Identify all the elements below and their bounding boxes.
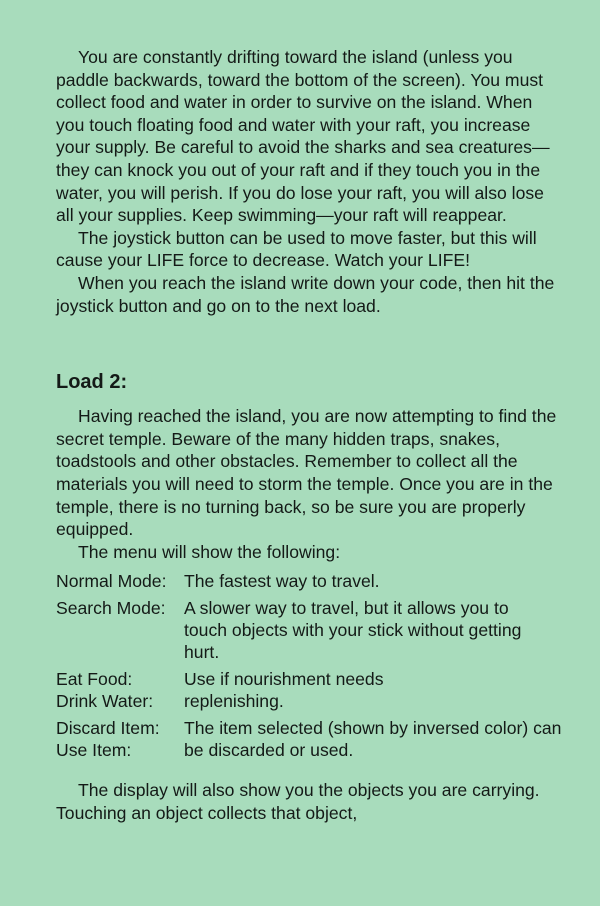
load-2-paragraph-3: The display will also show you the objects you are carrying. Touching an object collects that object, bbox=[56, 780, 540, 823]
normal-mode-label: Normal Mode: bbox=[56, 571, 167, 592]
load-2-heading: Load 2: bbox=[56, 371, 128, 394]
load-2-paragraph-1: Having reached the island, you are now attempting to find the secret temple. Beware of the many hidden traps, snakes, toadstools and other obstacles. Remember to collect all the materials you will need to storm the temple. Once you are in the temple, there is no turning back, so be sure you are properly equipped. bbox=[56, 406, 557, 540]
items-description: The item selected (shown by inversed color) can be discarded or used. bbox=[184, 718, 562, 761]
drink-water-label: Drink Water: bbox=[56, 691, 154, 712]
load-2-paragraph-2: The menu will show the following: bbox=[78, 541, 341, 562]
menu-options-list bbox=[56, 570, 566, 761]
intro-paragraph-2: The joystick button can be used to move faster, but this will cause your LIFE force to decrease. Watch your LIFE! bbox=[56, 227, 537, 271]
eat-food-label: Eat Food: bbox=[56, 669, 133, 690]
menu-row-food-water bbox=[56, 668, 566, 712]
search-mode-description: A slower way to travel, but it allows you to touch objects with your stick without getting hurt. bbox=[184, 598, 522, 663]
use-item-label: Use Item: bbox=[56, 740, 132, 761]
menu-row-items bbox=[56, 717, 566, 761]
normal-mode-description: The fastest way to travel. bbox=[184, 571, 380, 592]
menu-row-normal-mode bbox=[56, 570, 566, 592]
search-mode-label: Search Mode: bbox=[56, 598, 166, 619]
intro-paragraph-1: You are constantly drifting toward the island (unless you paddle backwards, toward the bottom of the screen). You must collect food and water in order to survive on the island. When you touch floating food and water with your raft, you increase your supply. Be careful to avoid the sharks and sea creatures—they can knock you out of your raft and if they touch you in the water, you will perish. If you do lose your raft, you will also lose all your supplies. Keep swimming—your raft will reappear. bbox=[56, 47, 550, 226]
intro-paragraph-3: When you reach the island write down your code, then hit the joystick button and go on to the next load. bbox=[56, 272, 555, 316]
discard-item-label: Discard Item: bbox=[56, 718, 160, 739]
menu-row-search-mode bbox=[56, 597, 566, 663]
food-water-description: Use if nourishment needs replenishing. bbox=[184, 669, 384, 712]
manual-page bbox=[56, 46, 566, 824]
